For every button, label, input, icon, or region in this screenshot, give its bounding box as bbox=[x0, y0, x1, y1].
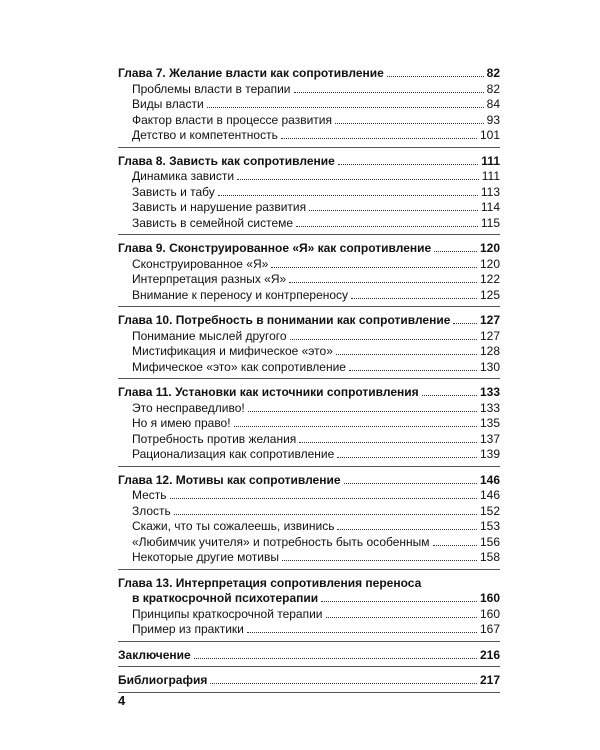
entry-title: Виды власти bbox=[132, 97, 204, 111]
page-ref: 152 bbox=[479, 503, 500, 518]
entry-title: Детство и компетентность bbox=[132, 128, 278, 142]
page-ref: 160 bbox=[479, 606, 500, 621]
leader-dots bbox=[337, 529, 477, 530]
page-ref: 111 bbox=[481, 153, 500, 168]
page-ref: 135 bbox=[479, 416, 500, 430]
page-number: 4 bbox=[118, 693, 126, 708]
leader-dots bbox=[234, 426, 477, 427]
page-ref: 217 bbox=[479, 673, 500, 687]
leader-dots bbox=[194, 658, 477, 659]
toc-entry[interactable] bbox=[118, 447, 500, 463]
toc-entry[interactable] bbox=[118, 82, 500, 98]
toc-entry[interactable] bbox=[118, 488, 500, 504]
toc-entry[interactable] bbox=[118, 97, 500, 113]
leader-dots bbox=[170, 498, 477, 499]
leader-dots bbox=[422, 395, 477, 396]
entry-title: Мистификация и мифическое «это» bbox=[132, 344, 333, 358]
toc-entry[interactable] bbox=[118, 535, 500, 551]
leader-dots bbox=[453, 323, 477, 324]
table-of-contents bbox=[118, 66, 500, 699]
page-ref: 82 bbox=[486, 66, 500, 80]
page-ref: 127 bbox=[479, 328, 500, 343]
leader-dots bbox=[289, 282, 477, 283]
page-ref: 130 bbox=[479, 359, 500, 374]
leader-dots bbox=[321, 601, 477, 602]
chapter-title: Глава 10. Потребность в понимании как сопротивление bbox=[118, 313, 451, 327]
toc-entry[interactable] bbox=[118, 216, 500, 232]
leader-dots bbox=[247, 632, 477, 633]
page-ref: 93 bbox=[486, 112, 500, 127]
leader-dots bbox=[207, 107, 484, 108]
page-ref: 128 bbox=[479, 344, 500, 358]
page-ref: 139 bbox=[479, 447, 500, 461]
chapter-title: Глава 8. Зависть как сопротивление bbox=[118, 153, 335, 168]
leader-dots bbox=[218, 195, 478, 196]
leader-dots bbox=[351, 298, 477, 299]
leader-dots bbox=[338, 164, 478, 165]
entry-title: Внимание к переносу и контрпереносу bbox=[132, 287, 349, 302]
entry-title: Зависть и нарушение развития bbox=[132, 200, 307, 214]
leader-dots bbox=[237, 179, 479, 180]
chapter-title: Глава 9. Сконструированное «Я» как сопротивление bbox=[118, 241, 432, 255]
toc-entry[interactable] bbox=[118, 504, 500, 520]
leader-dots bbox=[174, 514, 477, 515]
page-ref: 146 bbox=[479, 472, 500, 487]
entry-title: Рационализация как сопротивление bbox=[132, 447, 335, 461]
toc-entry[interactable] bbox=[118, 185, 500, 201]
page-ref: 111 bbox=[481, 169, 500, 183]
page-ref: 84 bbox=[486, 97, 500, 111]
page-ref: 113 bbox=[480, 184, 500, 199]
chapter-8 bbox=[118, 154, 500, 236]
chapter-heading[interactable] bbox=[118, 648, 500, 664]
page-ref: 127 bbox=[479, 313, 500, 327]
chapter-heading[interactable] bbox=[118, 241, 500, 257]
toc-entry[interactable] bbox=[118, 272, 500, 288]
toc-entry[interactable] bbox=[118, 288, 500, 304]
entry-title: Сконструированное «Я» bbox=[132, 256, 269, 271]
entry-title: Некоторые другие мотивы bbox=[132, 550, 279, 564]
chapter-title: Глава 12. Мотивы как сопротивление bbox=[118, 472, 341, 487]
page-ref: 114 bbox=[480, 200, 500, 214]
chapter-title-line2: в краткосрочной психотерапии bbox=[132, 591, 319, 605]
leader-dots bbox=[337, 457, 477, 458]
chapter-heading[interactable] bbox=[118, 154, 500, 170]
page-ref: 101 bbox=[479, 128, 500, 142]
entry-title: Скажи, что ты сожалеешь, извинись bbox=[132, 519, 335, 533]
chapter-13 bbox=[118, 576, 500, 642]
leader-dots bbox=[326, 617, 477, 618]
toc-entry[interactable] bbox=[118, 432, 500, 448]
entry-title: «Любимчик учителя» и потребность быть особенным bbox=[132, 534, 430, 549]
entry-title: Зависть и табу bbox=[132, 184, 215, 199]
toc-entry[interactable] bbox=[118, 401, 500, 417]
conclusion-section bbox=[118, 648, 500, 668]
chapter-heading[interactable] bbox=[118, 473, 500, 489]
toc-entry[interactable] bbox=[118, 519, 500, 535]
leader-dots bbox=[248, 411, 477, 412]
page-ref: 115 bbox=[480, 215, 500, 230]
chapter-heading[interactable] bbox=[118, 673, 500, 689]
toc-entry[interactable] bbox=[118, 416, 500, 432]
chapter-7 bbox=[118, 66, 500, 148]
leader-dots bbox=[336, 354, 477, 355]
toc-entry[interactable] bbox=[118, 607, 500, 623]
toc-entry[interactable] bbox=[118, 113, 500, 129]
toc-entry[interactable] bbox=[118, 344, 500, 360]
page-ref: 167 bbox=[479, 622, 500, 636]
entry-title: Пример из практики bbox=[132, 622, 244, 636]
entry-title: Принципы краткосрочной терапии bbox=[132, 606, 323, 621]
leader-dots bbox=[210, 683, 477, 684]
chapter-heading[interactable] bbox=[118, 576, 500, 607]
toc-entry[interactable] bbox=[118, 257, 500, 273]
leader-dots bbox=[335, 123, 484, 124]
page-ref: 82 bbox=[486, 81, 500, 96]
leader-dots bbox=[282, 560, 477, 561]
page-ref: 133 bbox=[479, 400, 500, 415]
toc-entry[interactable] bbox=[118, 622, 500, 638]
bibliography-section bbox=[118, 673, 500, 693]
entry-title: Проблемы власти в терапии bbox=[132, 81, 291, 96]
entry-title: Интерпретация разных «Я» bbox=[132, 272, 287, 286]
page-ref: 146 bbox=[479, 488, 500, 502]
page-ref: 120 bbox=[479, 241, 500, 255]
leader-dots bbox=[349, 370, 477, 371]
entry-title: Фактор власти в процессе развития bbox=[132, 112, 332, 127]
leader-dots bbox=[387, 76, 484, 77]
toc-entry[interactable] bbox=[118, 329, 500, 345]
page-ref: 120 bbox=[479, 256, 500, 271]
leader-dots bbox=[294, 92, 484, 93]
entry-title: Динамика зависти bbox=[132, 169, 235, 183]
toc-entry[interactable] bbox=[118, 169, 500, 185]
page-ref: 122 bbox=[479, 272, 500, 286]
chapter-9 bbox=[118, 241, 500, 307]
leader-dots bbox=[271, 267, 477, 268]
entry-title: Потребность против желания bbox=[132, 431, 297, 446]
chapter-heading[interactable] bbox=[118, 66, 500, 82]
entry-title: Зависть в семейной системе bbox=[132, 215, 294, 230]
leader-dots bbox=[299, 442, 477, 443]
leader-dots bbox=[344, 483, 477, 484]
entry-title: Но я имею право! bbox=[132, 416, 231, 430]
leader-dots bbox=[281, 138, 477, 139]
leader-dots bbox=[433, 545, 477, 546]
toc-entry[interactable] bbox=[118, 550, 500, 566]
toc-entry[interactable] bbox=[118, 200, 500, 216]
page-ref: 137 bbox=[479, 431, 500, 446]
entry-title: Мифическое «это» как сопротивление bbox=[132, 359, 346, 374]
page-ref: 125 bbox=[479, 287, 500, 302]
leader-dots bbox=[309, 210, 478, 211]
toc-entry[interactable] bbox=[118, 128, 500, 144]
chapter-title: Глава 11. Установки как источники сопротивления bbox=[118, 385, 419, 399]
chapter-title: Глава 7. Желание власти как сопротивление bbox=[118, 66, 384, 80]
entry-title: Это несправедливо! bbox=[132, 400, 245, 415]
chapter-12 bbox=[118, 473, 500, 570]
chapter-title-line1: Глава 13. Интерпретация сопротивления переноса bbox=[118, 575, 422, 590]
chapter-10 bbox=[118, 313, 500, 379]
toc-entry[interactable] bbox=[118, 360, 500, 376]
page-ref: 216 bbox=[479, 647, 500, 662]
leader-dots bbox=[434, 251, 477, 252]
page-ref: 158 bbox=[479, 550, 500, 564]
entry-title: Понимание мыслей другого bbox=[132, 328, 287, 343]
page-ref: 160 bbox=[479, 591, 500, 605]
page-ref: 156 bbox=[479, 534, 500, 549]
leader-dots bbox=[296, 226, 478, 227]
chapter-heading[interactable] bbox=[118, 313, 500, 329]
leader-dots bbox=[290, 339, 477, 340]
chapter-title: Заключение bbox=[118, 647, 191, 662]
chapter-heading[interactable] bbox=[118, 385, 500, 401]
entry-title: Месть bbox=[132, 488, 167, 502]
entry-title: Злость bbox=[132, 503, 171, 518]
page-ref: 133 bbox=[479, 385, 500, 399]
chapter-11 bbox=[118, 385, 500, 467]
page-ref: 153 bbox=[479, 519, 500, 533]
chapter-title: Библиография bbox=[118, 673, 208, 687]
